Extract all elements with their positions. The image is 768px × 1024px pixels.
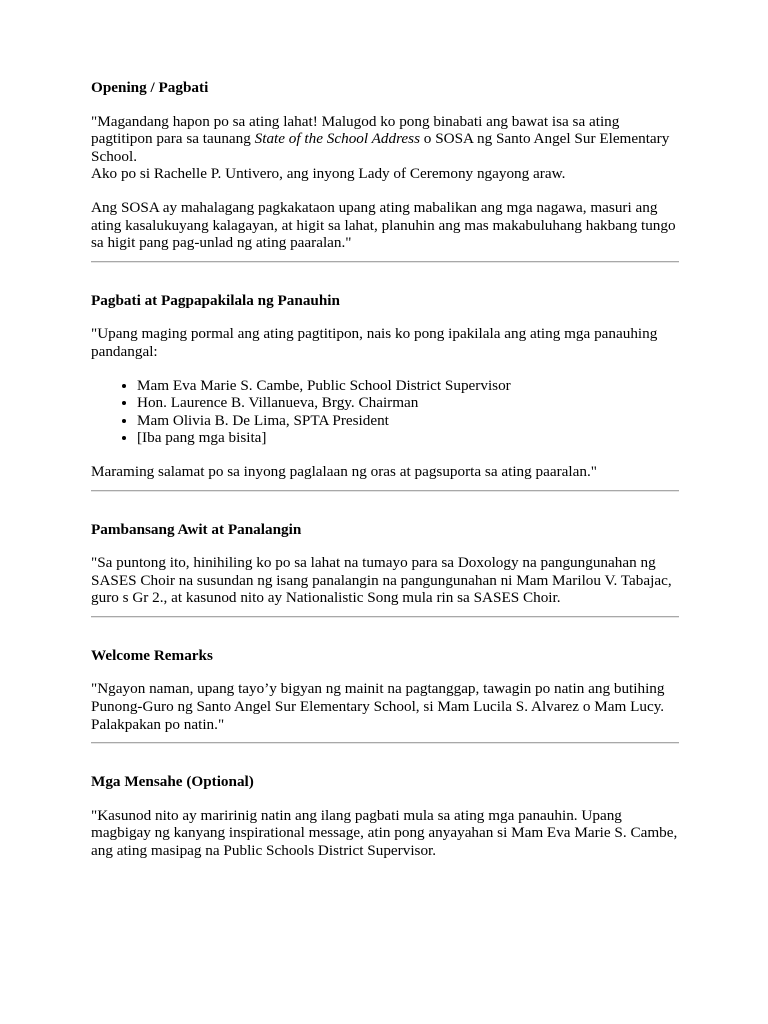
welcome-paragraph: "Ngayon naman, upang tayo’y bigyan ng mainit na pagtanggap, tawagin po natin ang butihing Punong-Guro ng Santo Angel Sur Elementary School, si Mam Lucila S. Alvarez o Mam Lucy. Palakpakan po natin." xyxy=(91,680,665,733)
opening-text-line2: Ako po si Rachelle P. Untivero, ang inyong Lady of Ceremony ngayong araw. xyxy=(91,165,566,183)
opening-text-b: o SOSA ng Santo Angel Sur Elementary School. xyxy=(91,130,670,165)
opening-text-emphasis: State of the School Address xyxy=(254,130,420,148)
anthem-paragraph: "Sa puntong ito, hinihiling ko po sa lahat na tumayo para sa Doxology na pangungunahan ng SASES Choir na susundan ng isang panalangin na pangungunahan ni Mam Marilou V. Tabajac, guro s Gr 2., at kasunod nito ay Nationalistic Song mula rin sa SASES Choir. xyxy=(91,554,672,607)
opening-paragraph-1 xyxy=(91,113,679,183)
messages-paragraph: "Kasunod nito ay maririnig natin ang ilang pagbati mula sa ating mga panauhin. Upang magbigay ng kanyang inspirational message, atin pong anyayahan si Mam Eva Marie S. Cambe, ang ating masipag na Public Schools District Supervisor. xyxy=(91,806,678,860)
opening-paragraph-2: Ang SOSA ay mahalagang pagkakataon upang ating mabalikan ang mga nagawa, masuri ang ating kasalukuyang kalagayan, at higit sa lahat, planuhin ang mas makabuluhang hakbang tungo sa higit pang pag-unlad ng ating paaralan." xyxy=(91,198,676,252)
guest-list xyxy=(91,377,679,447)
section-heading-guests: Pagbati at Pagpapakilala ng Panauhin xyxy=(91,291,340,309)
opening-text-a: "Magandang hapon po sa ating lahat! Malugod ko pong binabati ang bawat isa sa ating pagtitipon para sa taunang xyxy=(91,112,620,148)
guests-closing: Maraming salamat po sa inyong paglalaan ng oras at pagsuporta sa ating paaralan." xyxy=(91,462,597,480)
section-heading-opening: Opening / Pagbati xyxy=(91,79,209,96)
section-heading-welcome: Welcome Remarks xyxy=(91,646,213,664)
section-heading-anthem: Pambansang Awit at Panalangin xyxy=(91,520,302,538)
document-page xyxy=(91,79,679,860)
guest-item: • Hon. Laurence B. Villanueva, Brgy. Chairman xyxy=(137,394,679,412)
section-heading-messages: Mga Mensahe (Optional) xyxy=(91,773,254,791)
guest-item: • Mam Eva Marie S. Cambe, Public School District Supervisor xyxy=(137,377,679,395)
guest-item: • Mam Olivia B. De Lima, SPTA President xyxy=(137,412,679,430)
guest-item: • [Iba pang mga bisita] xyxy=(137,429,679,447)
guests-intro: "Upang maging pormal ang ating pagtitipon, nais ko pong ipakilala ang ating mga panauhing pandangal: xyxy=(91,325,658,360)
